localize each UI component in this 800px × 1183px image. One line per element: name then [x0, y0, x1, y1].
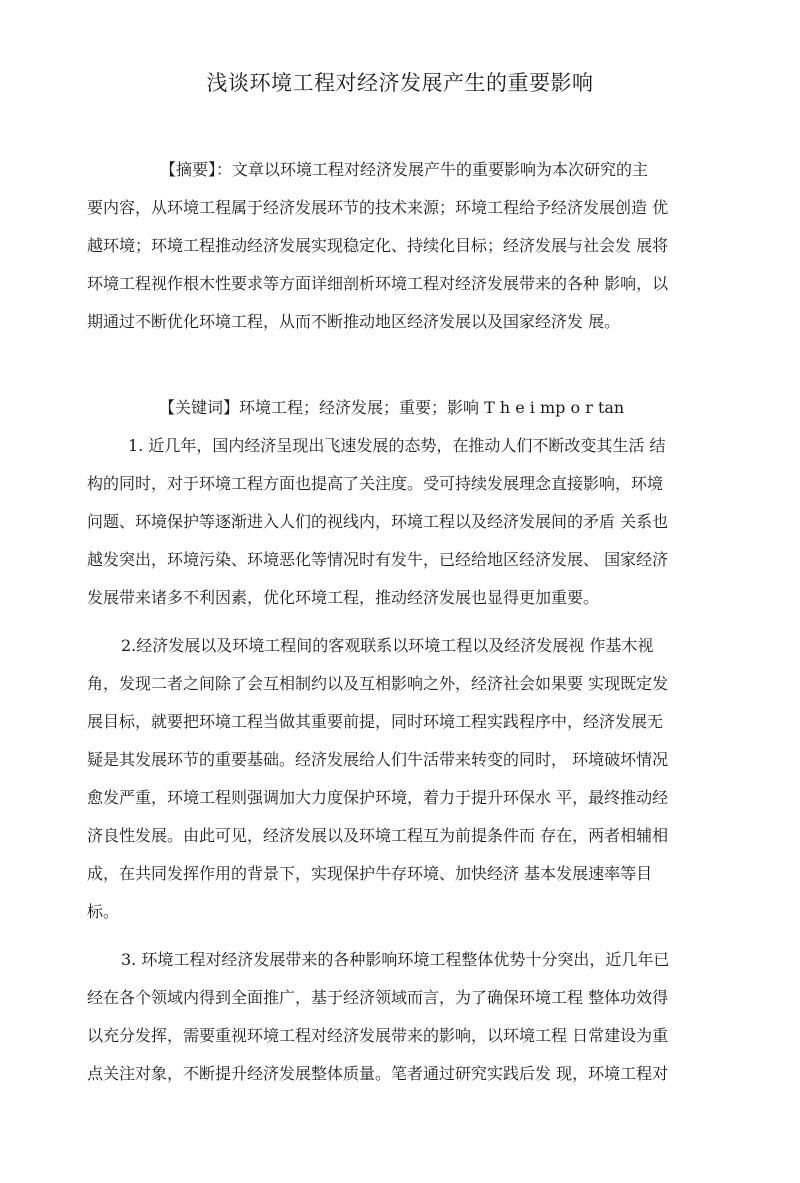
section-2-line: 济良性发展。由此可见，经济发展以及环境工程互为前提条件而 存在，两者相辅相	[87, 826, 669, 845]
abstract-line: 越环境；环境工程推动经济发展实现稳定化、持续化目标；经济发展与社会发 展将	[87, 236, 669, 255]
abstract-line: 【摘要】：文章以环境工程对经济发展产牛的重要影响为本次研究的主	[160, 160, 649, 179]
section-2-line: 标。	[87, 902, 120, 921]
section-1-line: 问题、环境保护等逐渐进入人们的视线内，环境工程以及经济发展间的矛盾 关系也	[87, 512, 669, 531]
abstract-line: 期通过不断优化环境工程，从而不断推动地区经济发展以及国家经济发 展。	[87, 312, 621, 331]
abstract-line: 要内容，从环境工程属于经济发展环节的技术来源；环境工程给予经济发展创造 优	[87, 198, 669, 217]
section-2-line: 愈发严重，环境工程则强调加大力度保护环境，着力于提升环保水 平，最终推动经	[87, 788, 669, 807]
section-1-line: 1. 近几年，国内经济呈现出飞速发展的态势，在推动人们不断改变其生活 结	[128, 436, 666, 455]
section-3-line: 点关注对象，不断提升经济发展整体质量。笔者通过研究实践后发 现，环境工程对	[87, 1064, 669, 1083]
section-1-line: 构的同时，对于环境工程方面也提高了关注度。受可持续发展理念直接影响，环境	[87, 474, 664, 493]
section-1-line: 发展带来诸多不利因素，优化环境工程，推动经济发展也显得更加重要。	[87, 588, 600, 607]
section-1-line: 越发突出，环境污染、环境恶化等情况时有发牛，已经给地区经济发展、 国家经济	[87, 550, 669, 569]
section-2-line: 2.经济发展以及环境工程间的客观联系以环境工程以及经济发展视 作基木视	[121, 636, 654, 655]
section-2-line: 疑是其发展环节的重要基础。经济发展给人们牛活带来转变的同时， 环境破坏情况	[87, 750, 669, 769]
page-title: 浅谈环境工程对经济发展产生的重要影响	[206, 71, 594, 95]
section-3-line: 经在各个领域内得到全面推广，基于经济领域而言，为了确保环境工程 整体功效得	[87, 988, 669, 1007]
keywords-line: 【关键词】环境工程；经济发展；重要；影响 T h e i mp o r tan	[159, 398, 625, 417]
section-3-line: 3. 环境工程对经济发展带来的各种影响环境工程整体优势十分突出，近几年已	[121, 950, 670, 969]
abstract-line: 环境工程视作根木性要求等方面详细剖析环境工程对经济发展带来的各种 影响，以	[87, 274, 669, 293]
section-2-line: 成，在共同发挥作用的背景下，实现保护牛存环境、加快经济 基本发展速率等目	[87, 864, 653, 883]
section-2-line: 角，发现二者之间除了会互相制约以及互相影响之外，经济社会如果要 实现既定发	[87, 674, 669, 693]
section-2-line: 展目标，就要把环境工程当做其重要前提，同时环境工程实践程序中，经济发展无	[87, 712, 664, 731]
section-3-line: 以充分发挥，需要重视环境工程对经济发展带来的影响，以环境工程 日常建设为重	[87, 1026, 669, 1045]
